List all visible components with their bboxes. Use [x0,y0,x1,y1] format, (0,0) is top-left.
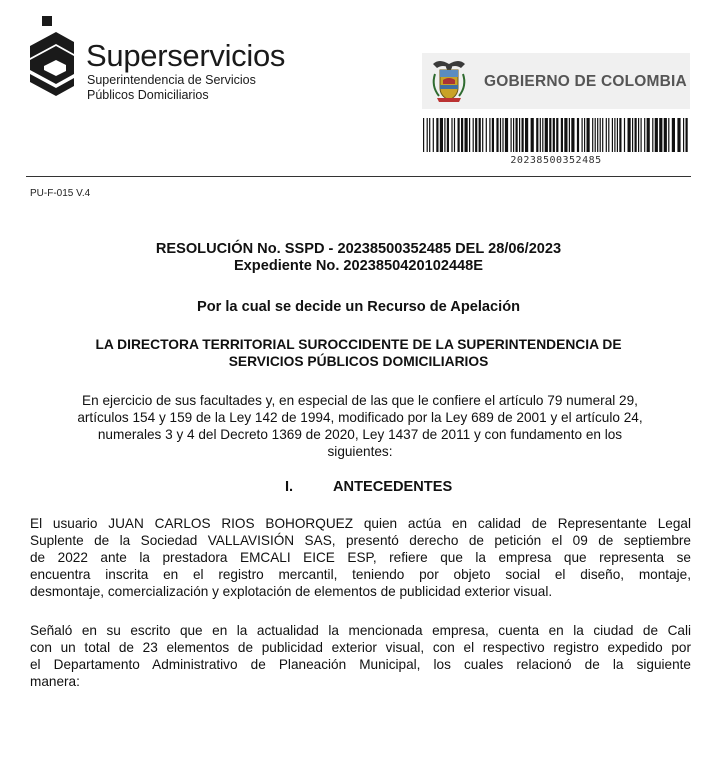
paragraph-line: el Departamento Administrativo de Planeación Municipal, los cuales relacionó de la siguiente [30,657,691,672]
paragraph-line: Señaló en su escrito que en la actualidad la mencionada empresa, cuenta en la ciudad de Cali [30,623,691,638]
paragraph-line: desmontaje, comercialización y explotación de elementos de publicidad exterior visual. [30,584,553,599]
government-banner [422,53,690,109]
superservicios-logo-icon [26,16,86,104]
brand-name: Superservicios [86,38,286,73]
brand-subtitle-line-1: Superintendencia de Servicios [87,73,256,87]
brand-subtitle-line-2: Públicos Domiciliarios [87,88,209,102]
section-number: I. [285,479,294,495]
paragraph-line: encuentra inscrita en el registro mercantil, teniendo por objeto social el diseño, montaje, [30,567,691,582]
colombia-crest-icon [429,58,469,104]
legal-basis-line: En ejercicio de sus facultades y, en especial de las que le confiere el artículo 79 numeral 29, [82,393,638,408]
header-divider [26,176,691,177]
legal-basis-paragraph [30,392,690,460]
resolution-title [26,241,691,275]
barcode-number: 20238500352485 [510,155,602,166]
brand-subtitle [87,73,256,103]
authority-line-1: LA DIRECTORA TERRITORIAL SUROCCIDENTE DE LA SUPERINTENDENCIA DE [95,337,622,352]
background-paragraph-1 [30,515,691,600]
resolution-number: RESOLUCIÓN No. SSPD - 20238500352485 DEL 28/06/2023 [155,241,562,257]
paragraph-line: con un total de 23 elementos de publicidad exterior visual, con el respectivo registro expedido por [30,640,691,655]
legal-basis-line: siguientes: [327,444,393,459]
paragraph-line: El usuario JUAN CARLOS RIOS BOHORQUEZ quien actúa en calidad de Representante Legal [30,516,691,531]
authority-line-2: SERVICIOS PÚBLICOS DOMICILIARIOS [228,354,489,369]
form-code: PU-F-015 V.4 [30,188,91,199]
paragraph-line: Suplente de la Sociedad VALLAVISIÓN SAS, presentó derecho de petición el 09 de septiembre [30,533,691,548]
background-paragraph-2 [30,622,691,690]
legal-basis-line: numerales 3 y 4 del Decreto 1369 de 2020, Ley 1437 de 2011 y con fundamento en los [97,427,623,442]
government-label: GOBIERNO DE COLOMBIA [484,73,687,90]
legal-basis-line: artículos 154 y 159 de la Ley 142 de 1994, modificado por la Ley 689 de 2001 y el artículo 24, [77,410,643,425]
barcode-icon [421,118,691,152]
resolution-subject: Por la cual se decide un Recurso de Apelación [196,299,521,315]
case-number: Expediente No. 2023850420102448E [233,258,484,274]
paragraph-line: de 2022 ante la prestadora EMCALI EICE ESP, refiere que la empresa que representa se [30,550,691,565]
section-title: ANTECEDENTES [333,479,453,495]
issuing-authority [26,336,691,370]
paragraph-line: manera: [30,674,80,689]
